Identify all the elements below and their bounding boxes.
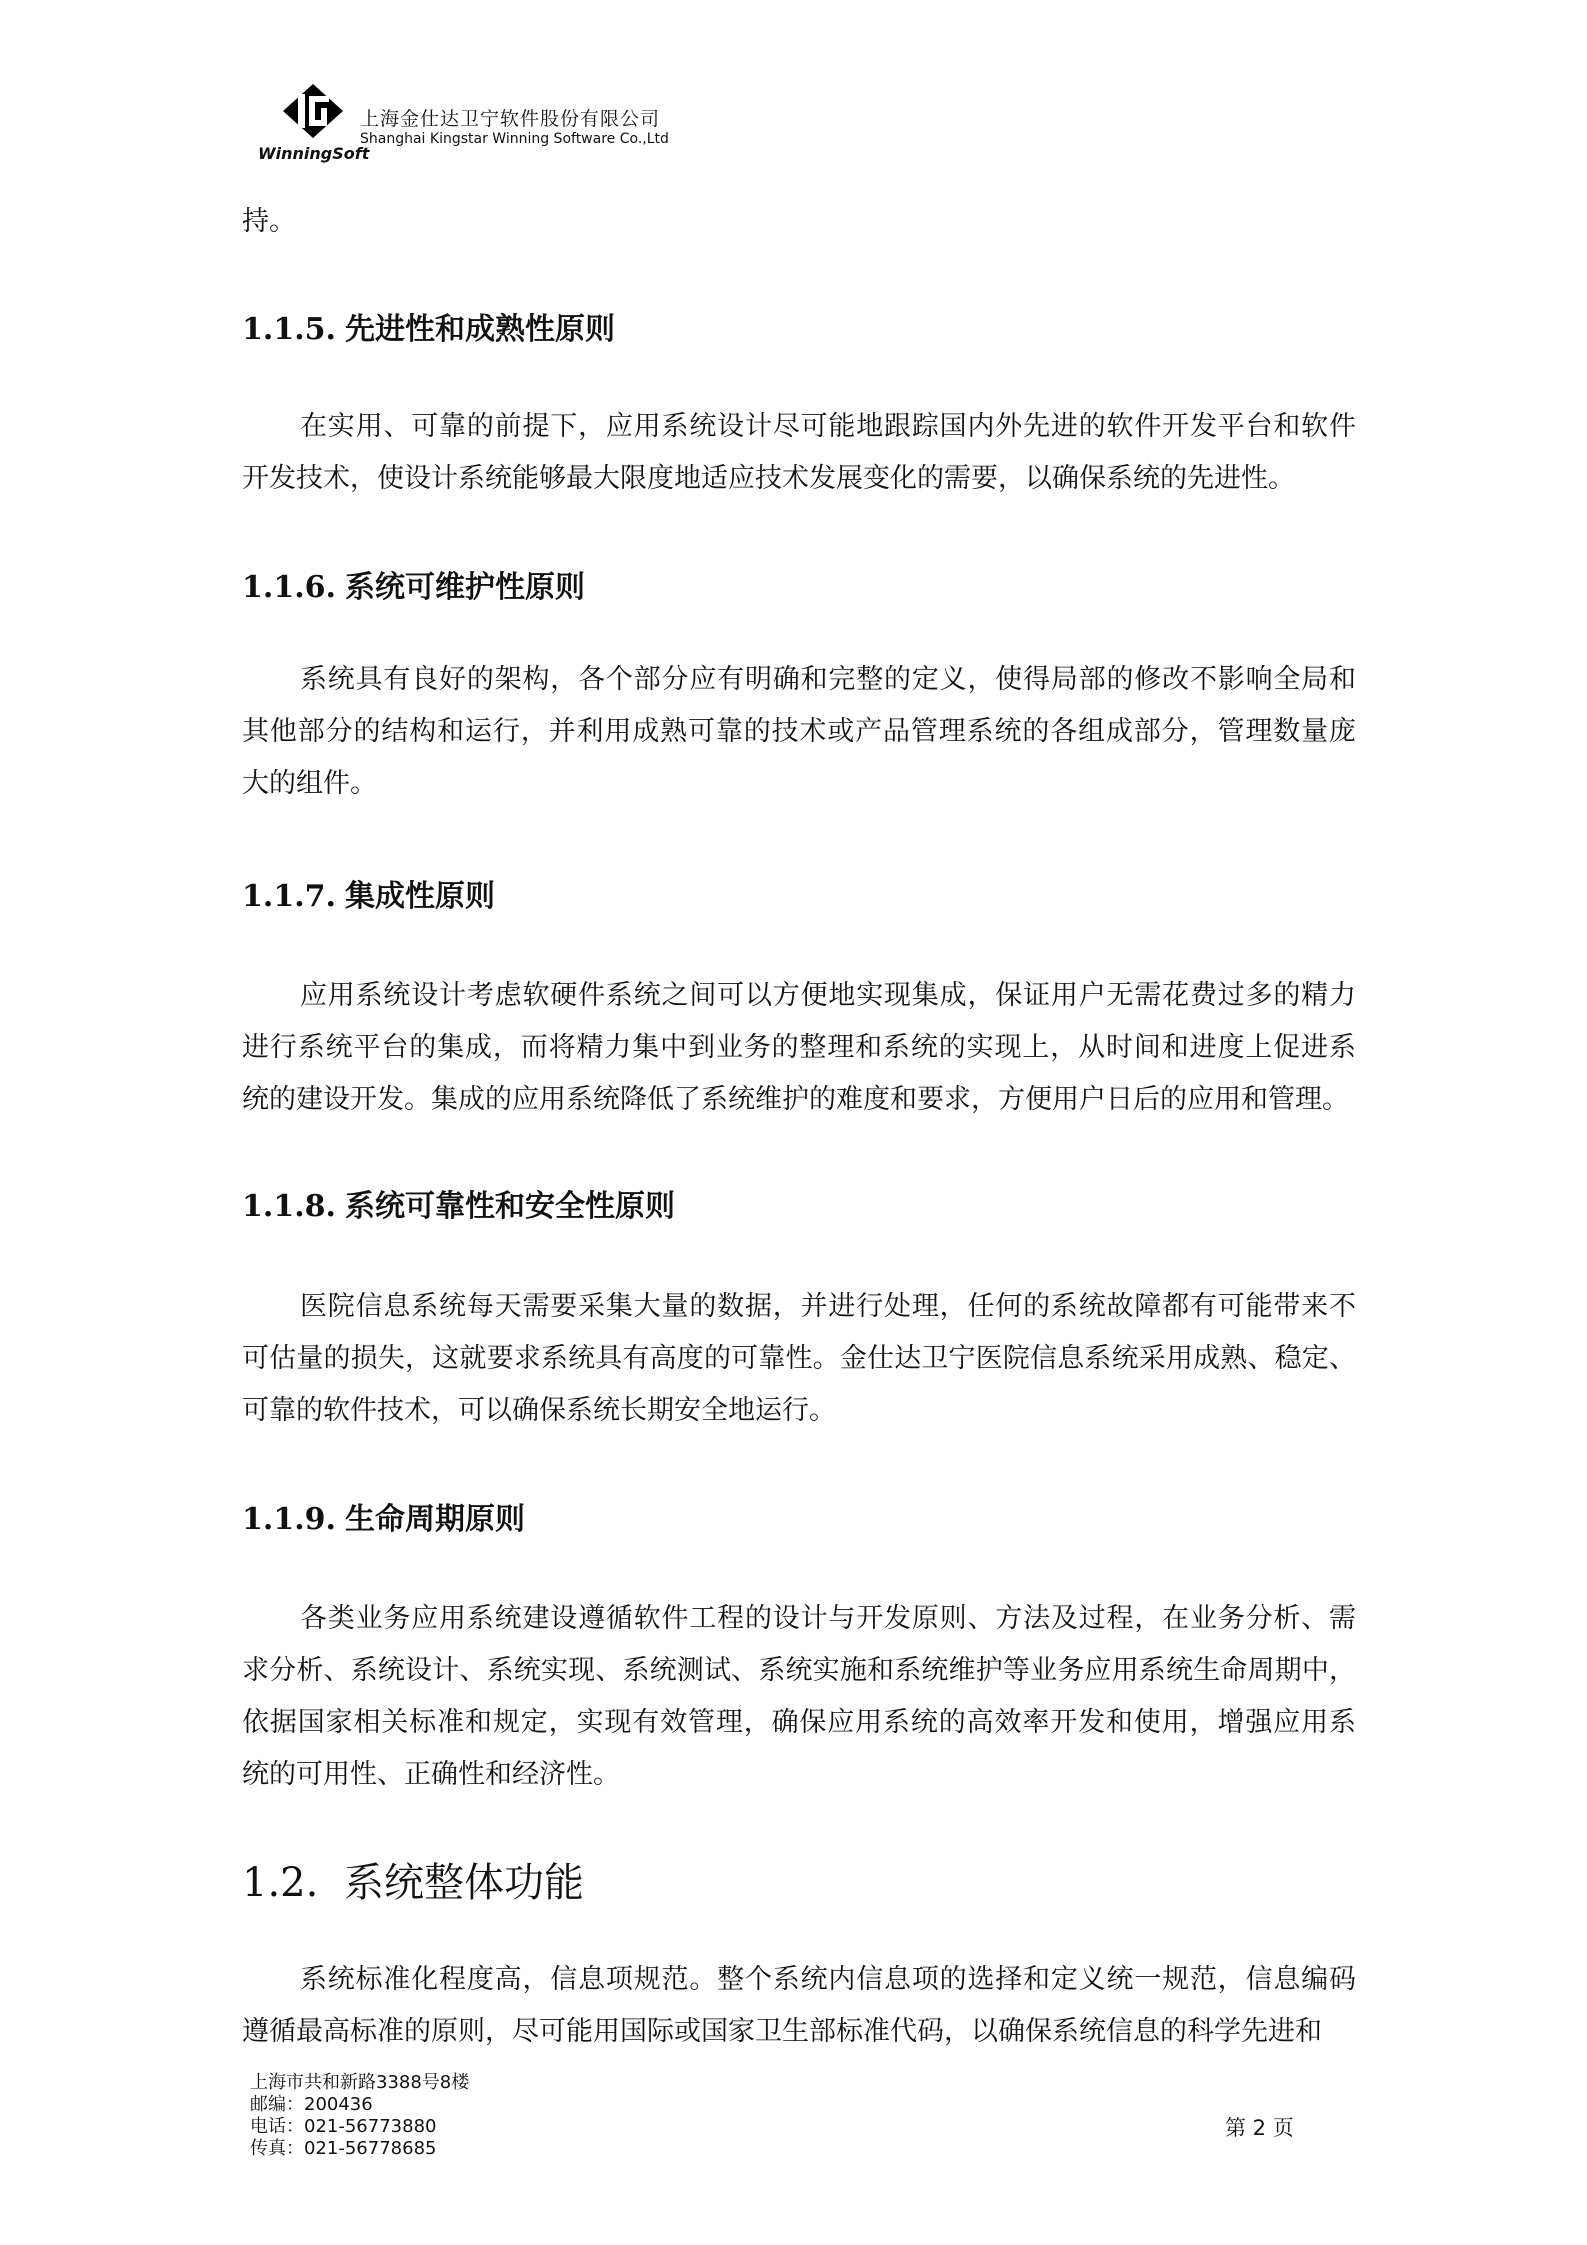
section-heading [242,871,495,915]
paragraph-line: 遵循最高标准的原则，尽可能用国际或国家卫生部标准代码，以确保系统信息的科学先进和 [242,2016,1322,2047]
paragraph-line: 医院信息系统每天需要采集大量的数据，并进行处理，任何的系统故障都有可能带来不 [300,1291,1356,1322]
heading-number: 1.2. [242,1860,319,1906]
section-paragraph [242,401,1356,505]
paragraph-line: 其他部分的结构和运行，并利用成熟可靠的技术或产品管理系统的各组成部分，管理数量庞 [242,716,1356,747]
section-heading [242,562,585,606]
heading-title: 集成性原则 [345,879,495,914]
heading-number: 1.1.6. [242,570,336,605]
paragraph-line: 大的组件。 [242,768,377,799]
company-name-cn: 上海金仕达卫宁软件股份有限公司 [360,108,661,130]
heading-number: 1.1.5. [242,312,336,347]
section-paragraph [242,1593,1356,1801]
heading-title: 系统可维护性原则 [345,570,585,605]
section-paragraph [242,654,1356,810]
footer-phone: 电话：021-56773880 [250,2116,437,2137]
paragraph-line: 可靠的软件技术，可以确保系统长期安全地运行。 [242,1395,836,1426]
paragraph-line: 系统标准化程度高，信息项规范。整个系统内信息项的选择和定义统一规范，信息编码 [300,1964,1356,1995]
section-heading [242,1181,675,1225]
footer-address: 上海市共和新路3388号8楼 [250,2072,470,2093]
section-paragraph [242,1281,1356,1437]
paragraph-line: 进行系统平台的集成，而将精力集中到业务的整理和系统的实现上，从时间和进度上促进系 [242,1032,1356,1063]
footer-postcode: 邮编：200436 [250,2094,373,2115]
paragraph-line: 开发技术，使设计系统能够最大限度地适应技术发展变化的需要，以确保系统的先进性。 [242,463,1295,494]
paragraph-line: 系统具有良好的架构，各个部分应有明确和完整的定义，使得局部的修改不影响全局和 [300,664,1356,695]
paragraph-line: 统的可用性、正确性和经济性。 [242,1759,620,1790]
company-logo [258,82,368,163]
section-heading [242,304,615,348]
paragraph-line: 依据国家相关标准和规定，实现有效管理，确保应用系统的高效率开发和使用，增强应用系 [242,1707,1356,1738]
paragraph-line: 可估量的损失，这就要求系统具有高度的可靠性。金仕达卫宁医院信息系统采用成熟、稳定、 [242,1343,1356,1374]
logo-wordmark: WinningSoft [258,144,370,163]
paragraph-line: 求分析、系统设计、系统实现、系统测试、系统实施和系统维护等业务应用系统生命周期中， [242,1655,1356,1686]
heading-title: 系统可靠性和安全性原则 [345,1189,675,1224]
heading-title: 生命周期原则 [345,1502,525,1537]
section-heading [242,1494,525,1538]
section2-heading [242,1851,584,1908]
company-name-en: Shanghai Kingstar Winning Software Co.,Ltd [360,131,669,147]
continuation-text: 持。 [242,206,296,237]
heading-title: 先进性和成熟性原则 [345,312,615,347]
heading-number: 1.1.7. [242,879,336,914]
section-paragraph [242,970,1356,1126]
heading-title: 系统整体功能 [344,1860,584,1906]
heading-number: 1.1.8. [242,1189,336,1224]
paragraph-line: 统的建设开发。集成的应用系统降低了系统维护的难度和要求，方便用户日后的应用和管理。 [242,1084,1349,1115]
company-name [360,104,669,147]
paragraph-line: 应用系统设计考虑软硬件系统之间可以方便地实现集成，保证用户无需花费过多的精力 [300,980,1356,1011]
section2-paragraph [242,1954,1356,2058]
paragraph-line: 各类业务应用系统建设遵循软件工程的设计与开发原则、方法及过程，在业务分析、需 [300,1603,1356,1634]
footer-fax: 传真：021-56778685 [250,2138,437,2159]
heading-number: 1.1.9. [242,1502,336,1537]
paragraph-line: 在实用、可靠的前提下，应用系统设计尽可能地跟踪国内外先进的软件开发平台和软件 [300,411,1356,442]
winningsoft-logo-icon [281,82,345,140]
page-number: 第 2 页 [1225,2116,1294,2140]
footer-contact [250,2072,469,2160]
